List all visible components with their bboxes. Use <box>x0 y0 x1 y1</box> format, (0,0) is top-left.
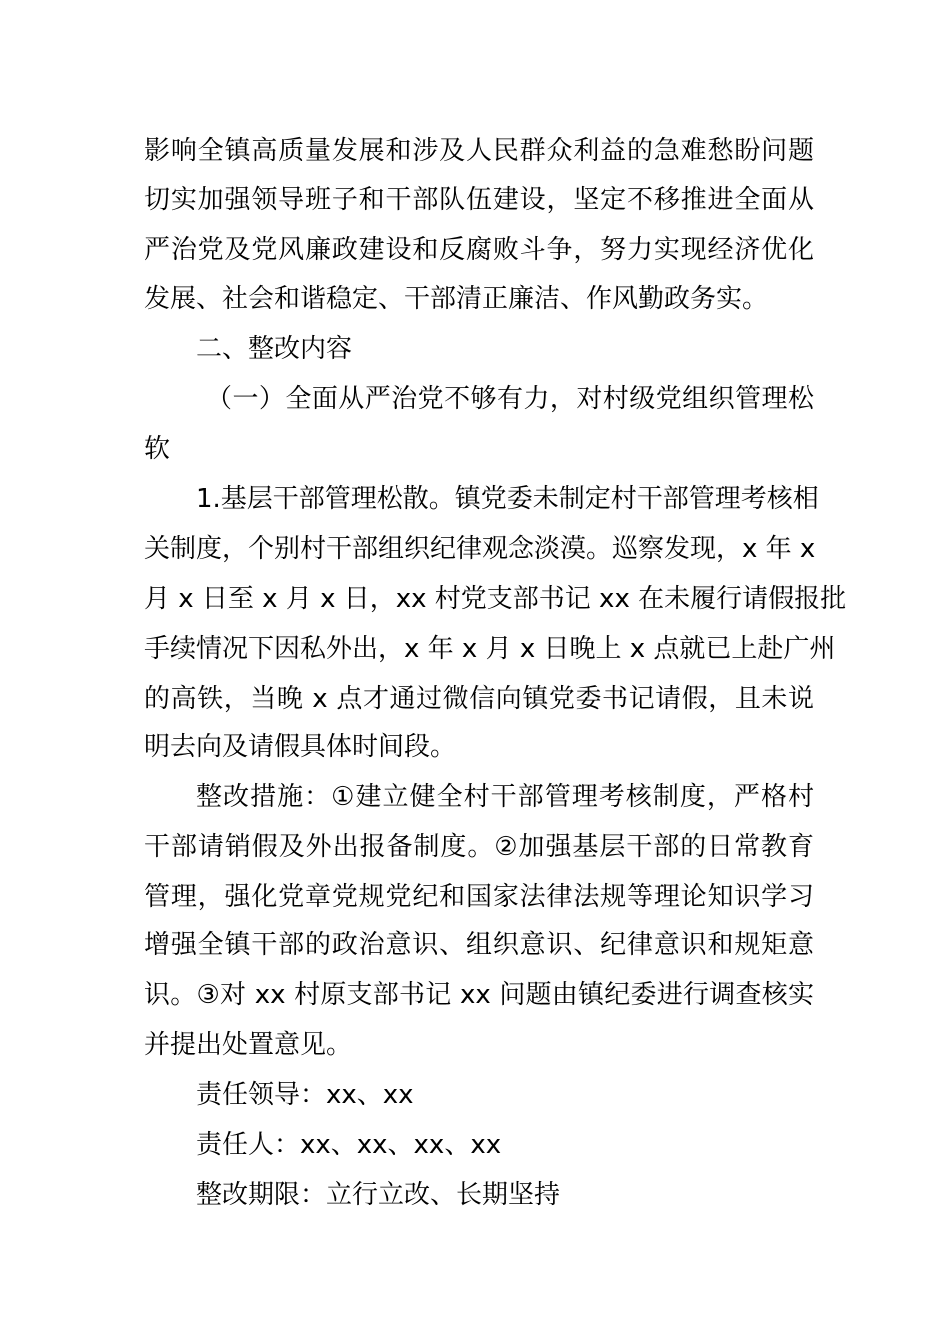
rectification-deadline: 整改期限：立行立改、长期坚持 <box>196 1180 561 1210</box>
paragraph-line: 关制度，个别村干部组织纪律观念淡漠。巡察发现，x 年 x <box>144 534 816 564</box>
measures-line: 增强全镇干部的政治意识、组织意识、纪律意识和规矩意 <box>144 930 814 960</box>
measures-line: 管理，强化党章党规党纪和国家法律法规等理论知识学习 <box>144 882 814 912</box>
item-heading: 1.基层干部管理松散。镇党委未制定村干部管理考核相 <box>196 484 819 514</box>
paragraph-line: 手续情况下因私外出，x 年 x 月 x 日晚上 x 点就已上赴广州 <box>144 634 836 664</box>
measures-line: 并提出处置意见。 <box>144 1030 353 1060</box>
responsible-leader: 责任领导：xx、xx <box>196 1080 414 1110</box>
responsible-person: 责任人：xx、xx、xx、xx <box>196 1130 502 1160</box>
measures-line: 整改措施：①建立健全村干部管理考核制度，严格村 <box>196 782 814 812</box>
paragraph-line: 切实加强领导班子和干部队伍建设，坚定不移推进全面从 <box>144 185 814 215</box>
subsection-heading: （一）全面从严治党不够有力，对村级党组织管理松 <box>206 384 814 414</box>
paragraph-line: 的高铁，当晚 x 点才通过微信向镇党委书记请假，且未说 <box>144 684 814 714</box>
measures-line: 识。③对 xx 村原支部书记 xx 问题由镇纪委进行调查核实 <box>144 980 814 1010</box>
paragraph-line: 影响全镇高质量发展和涉及人民群众利益的急难愁盼问题 <box>144 136 814 166</box>
paragraph-line: 明去向及请假具体时间段。 <box>144 732 457 762</box>
section-heading: 二、整改内容 <box>196 334 353 364</box>
paragraph-line: 发展、社会和谐稳定、干部清正廉洁、作风勤政务实。 <box>144 284 769 314</box>
subsection-heading-continued: 软 <box>144 434 171 464</box>
paragraph-line: 严治党及党风廉政建设和反腐败斗争，努力实现经济优化 <box>144 235 814 265</box>
measures-line: 干部请销假及外出报备制度。②加强基层干部的日常教育 <box>144 832 814 862</box>
paragraph-line: 月 x 日至 x 月 x 日，xx 村党支部书记 xx 在未履行请假报批 <box>144 584 847 614</box>
